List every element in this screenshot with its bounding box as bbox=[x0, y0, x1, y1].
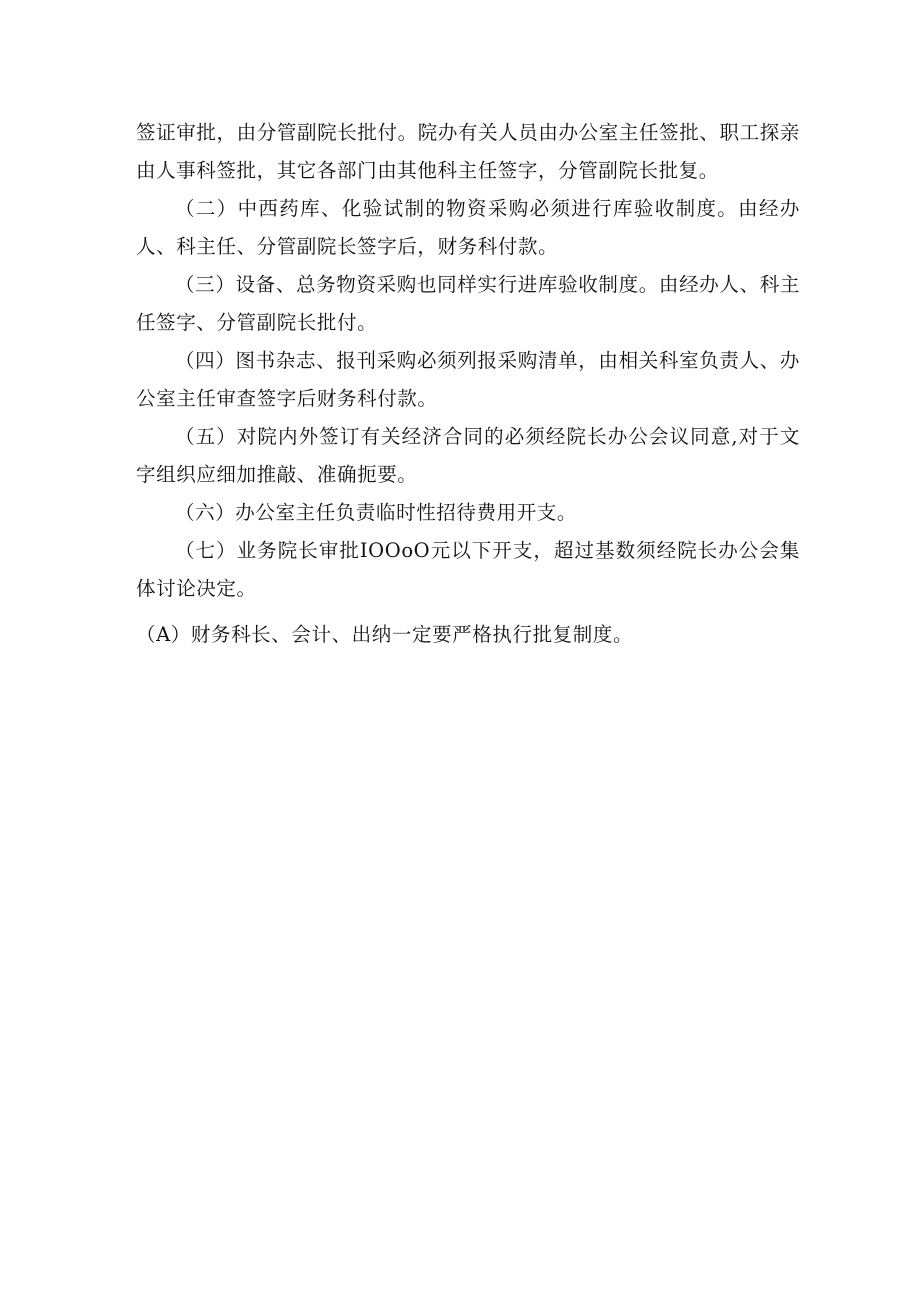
paragraph-item-8: （A）财务科长、会计、出纳一定要严格执行批复制度。 bbox=[136, 623, 634, 646]
paragraph-item-6: （六）办公室主任负责临时性招待费用开支。 bbox=[175, 501, 578, 524]
document-body bbox=[136, 114, 800, 654]
paragraph-item-3: （三）设备、总务物资采购也同样实行进库验收制度。由经办人、科主任签字、分管副院长批付。 bbox=[136, 273, 800, 334]
paragraph-continuation: 签证审批，由分管副院长批付。院办有关人员由办公室主任签批、职工探亲由人事科签批，其它各部门由其他科主任签字，分管副院长批复。 bbox=[136, 121, 800, 182]
paragraph-item-5: （五）对院内外签订有关经济合同的必须经院长办公会议同意,对于文字组织应细加推敲、准确扼要。 bbox=[136, 425, 800, 486]
paragraph-item-4: （四）图书杂志、报刊采购必须列报采购清单，由相关科室负责人、办公室主任审查签字后财务科付款。 bbox=[136, 349, 800, 410]
paragraph-item-7: （七）业务院长审批IOOoO元以下开支，超过基数须经院长办公会集体讨论决定。 bbox=[136, 539, 800, 600]
paragraph-item-2: （二）中西药库、化验试制的物资采购必须进行库验收制度。由经办人、科主任、分管副院长签字后，财务科付款。 bbox=[136, 197, 800, 258]
